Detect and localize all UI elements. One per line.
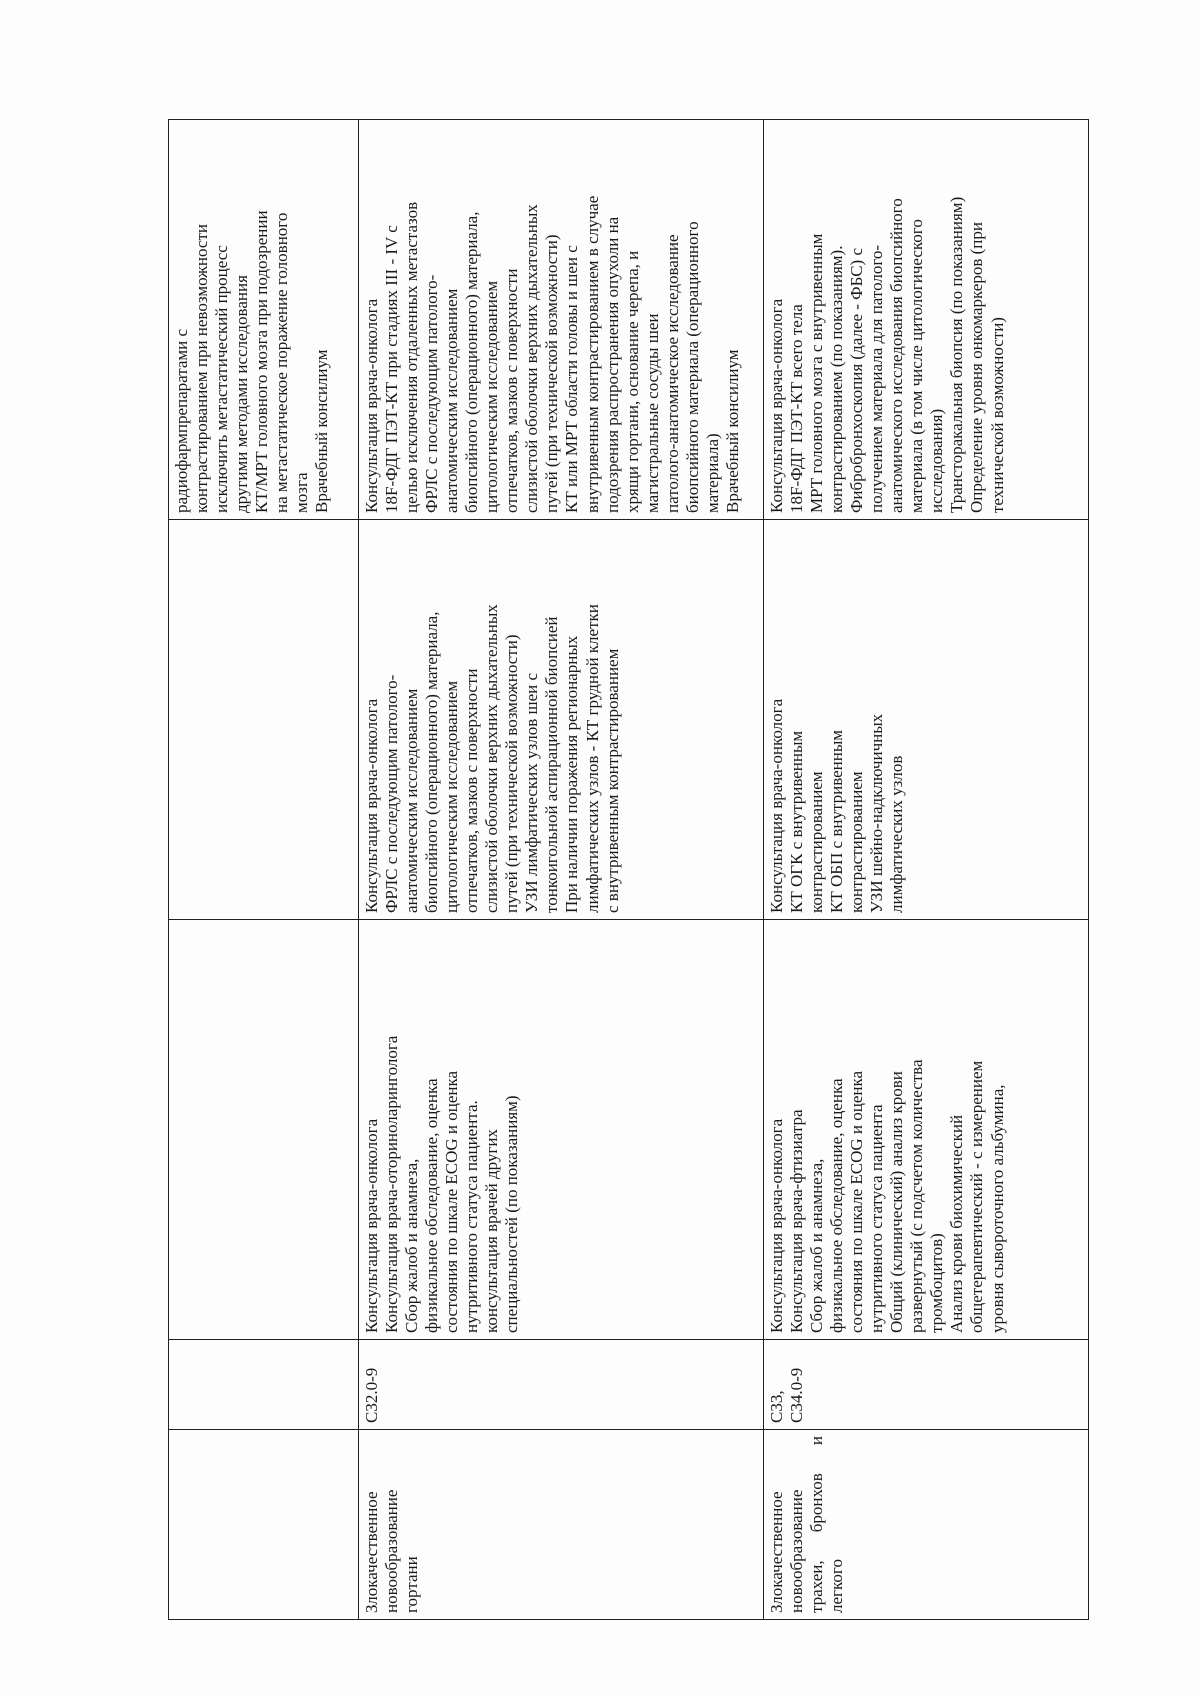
cell-line: биопсийного материала (операционного	[682, 221, 702, 513]
cell-line: специальностей (по показаниям)	[502, 1095, 522, 1333]
cell-line: 18F-ФДГ ПЭТ-КТ при стадиях III - IV с	[382, 225, 402, 513]
code-text: С32.0-9	[362, 1367, 381, 1423]
cell-line: цитологическим исследованием	[442, 680, 462, 913]
cell-line: консультация врачей других	[482, 1129, 502, 1333]
cell-line: мозга	[292, 472, 312, 513]
exam-cell	[169, 520, 359, 920]
cell-line: контрастированием	[847, 771, 867, 913]
cell-line: технической возможности)	[987, 317, 1007, 513]
cell-line: физикальное обследование, оценка	[827, 1078, 847, 1333]
cell-line: получением материала для патолого-	[867, 244, 887, 513]
cell-line: Определение уровня онкомаркеров (при	[967, 222, 987, 513]
cell-line: КТ или МРТ области головы и шеи с	[562, 245, 582, 513]
cell-line: с внутривенным контрастированием	[602, 648, 622, 913]
cell-line: УЗИ шейно-надключичных	[867, 713, 887, 913]
cell-line: материала (в том числе цитологического	[907, 219, 927, 513]
cell-line: на метастатическое поражение головного	[272, 212, 292, 513]
cell-line: ФРЛС с последующим патолого-	[382, 674, 402, 913]
cell-line: анатомическим исследованием	[442, 288, 462, 513]
code-text: С33, С34.0-9	[767, 1367, 807, 1423]
cell-line: исключить метастатический процесс	[212, 245, 232, 513]
cell-line: общетерапевтический - с измерением	[967, 1060, 987, 1333]
cell-line: подозрения распространения опухоли на	[602, 216, 622, 513]
cell-line: Врачебный консилиум	[722, 349, 742, 513]
cell-line: Общий (клинический) анализ крови	[887, 1071, 907, 1333]
cell-line: состояния по шкале ECOG и оценка	[847, 1070, 867, 1333]
table-row	[764, 120, 1089, 1620]
cell-line: тонкоигольной аспирационной биопсией	[542, 616, 562, 913]
cell-line: УЗИ лимфатических узлов шеи с	[522, 672, 542, 913]
cell-line: слизистой оболочки верхних дыхательных	[522, 204, 542, 513]
cell-line: цитологическим исследованием	[482, 280, 502, 513]
cell-line: биопсийного (операционного) материала,	[462, 211, 482, 513]
cell-line: путей (при технической возможности)	[542, 234, 562, 513]
consult-cell	[169, 920, 359, 1340]
cell-line: ФРЛС с последующим патолого-	[422, 274, 442, 513]
cell-line: анатомическим исследованием	[402, 688, 422, 913]
cell-line: целью исключения отдаленных метастазов	[402, 201, 422, 513]
clinical-table	[168, 119, 1089, 1620]
cell-line: отпечатков, мазков с поверхности	[502, 268, 522, 513]
cell-line: контрастированием (по показаниям).	[827, 245, 847, 513]
cell-line: нутритивного статуса пациента.	[462, 1100, 482, 1333]
consult-cell	[764, 920, 1089, 1340]
exam-cell	[359, 520, 764, 920]
treatment-cell	[359, 120, 764, 520]
name-text: Злокачественное новообразование трахеи, бронхов и легкого	[767, 1436, 847, 1613]
code-cell	[764, 1340, 1089, 1430]
cell-line: Консультация врача-онколога	[767, 698, 786, 913]
cell-line: лимфатических узлов	[887, 755, 907, 913]
cell-line: исследования)	[927, 408, 947, 513]
cell-line: развернутый (с подсчетом количества	[907, 1059, 927, 1333]
cell-line: Консультация врача-онколога	[767, 1118, 786, 1333]
treatment-cell	[764, 120, 1089, 520]
cell-line: КТ ОБП с внутривенным	[827, 729, 847, 913]
name-cell	[359, 1430, 764, 1620]
cell-line: Консультация врача-онколога	[362, 698, 381, 913]
table-body	[169, 120, 1089, 1620]
cell-line: При наличии поражения регионарных	[562, 635, 582, 913]
cell-line: Консультация врача-онколога	[362, 298, 381, 513]
cell-line: магистральные сосуды шеи	[642, 313, 662, 513]
cell-line: 18F-ФДГ ПЭТ-КТ всего тела	[787, 304, 807, 513]
cell-line: другими методами исследования	[232, 275, 252, 513]
exam-cell	[764, 520, 1089, 920]
cell-line: материала)	[702, 433, 722, 513]
cell-line: радиофармпрепаратами с	[172, 328, 191, 513]
cell-line: Фибробронхоскопия (далее - ФБС) с	[847, 247, 867, 513]
cell-line: физикальное обследование, оценка	[422, 1078, 442, 1333]
cell-line: анатомического исследования биопсийного	[887, 198, 907, 513]
cell-line: Консультация врача-онколога	[767, 298, 786, 513]
cell-line: Анализ крови биохимический	[947, 1114, 967, 1333]
treatment-cell	[169, 120, 359, 520]
cell-line: Сбор жалоб и анамнеза,	[402, 1158, 422, 1333]
name-text: Злокачественное новообразование гортани	[362, 1489, 422, 1613]
table-row	[359, 120, 764, 1620]
code-cell	[359, 1340, 764, 1430]
rotated-table-container	[168, 120, 1088, 1620]
cell-line: нутритивного статуса пациента	[867, 1104, 887, 1333]
cell-line: МРТ головного мозга с внутривенным	[807, 233, 827, 513]
cell-line: лимфатических узлов - КТ грудной клетки	[582, 604, 602, 913]
cell-line: внутривенным контрастированием в случае	[582, 195, 602, 513]
cell-line: контрастированием при невозможности	[192, 224, 212, 513]
name-cell	[764, 1430, 1089, 1620]
cell-line: биопсийного (операционного) материала,	[422, 611, 442, 913]
cell-line: КТ/МРТ головного мозга при подозрении	[252, 210, 272, 513]
cell-line: КТ ОГК с внутривенным	[787, 730, 807, 913]
cell-line: Консультация врача-оториноларинголога	[382, 1035, 402, 1333]
cell-line: слизистой оболочки верхних дыхательных	[482, 604, 502, 913]
cell-line: патолого-анатомическое исследование	[662, 234, 682, 513]
cell-line: Консультация врача-фтизиатра	[787, 1109, 807, 1333]
cell-line: Сбор жалоб и анамнеза,	[807, 1158, 827, 1333]
name-cell	[169, 1430, 359, 1620]
code-cell	[169, 1340, 359, 1430]
cell-line: путей (при технической возможности)	[502, 634, 522, 913]
cell-line: хрящи гортани, основание черепа, и	[622, 250, 642, 513]
cell-line: Трансторакальная биопсия (по показаниям)	[947, 196, 967, 513]
cell-line: Врачебный консилиум	[312, 349, 332, 513]
cell-line: отпечатков, мазков с поверхности	[462, 668, 482, 913]
table-row	[169, 120, 359, 1620]
cell-line: Консультация врача-онколога	[362, 1118, 381, 1333]
cell-line: тромбоцитов)	[927, 1233, 947, 1333]
consult-cell	[359, 920, 764, 1340]
cell-line: уровня сывороточного альбумина,	[987, 1084, 1007, 1333]
cell-line: состояния по шкале ECOG и оценка	[442, 1070, 462, 1333]
cell-line: контрастированием	[807, 771, 827, 913]
